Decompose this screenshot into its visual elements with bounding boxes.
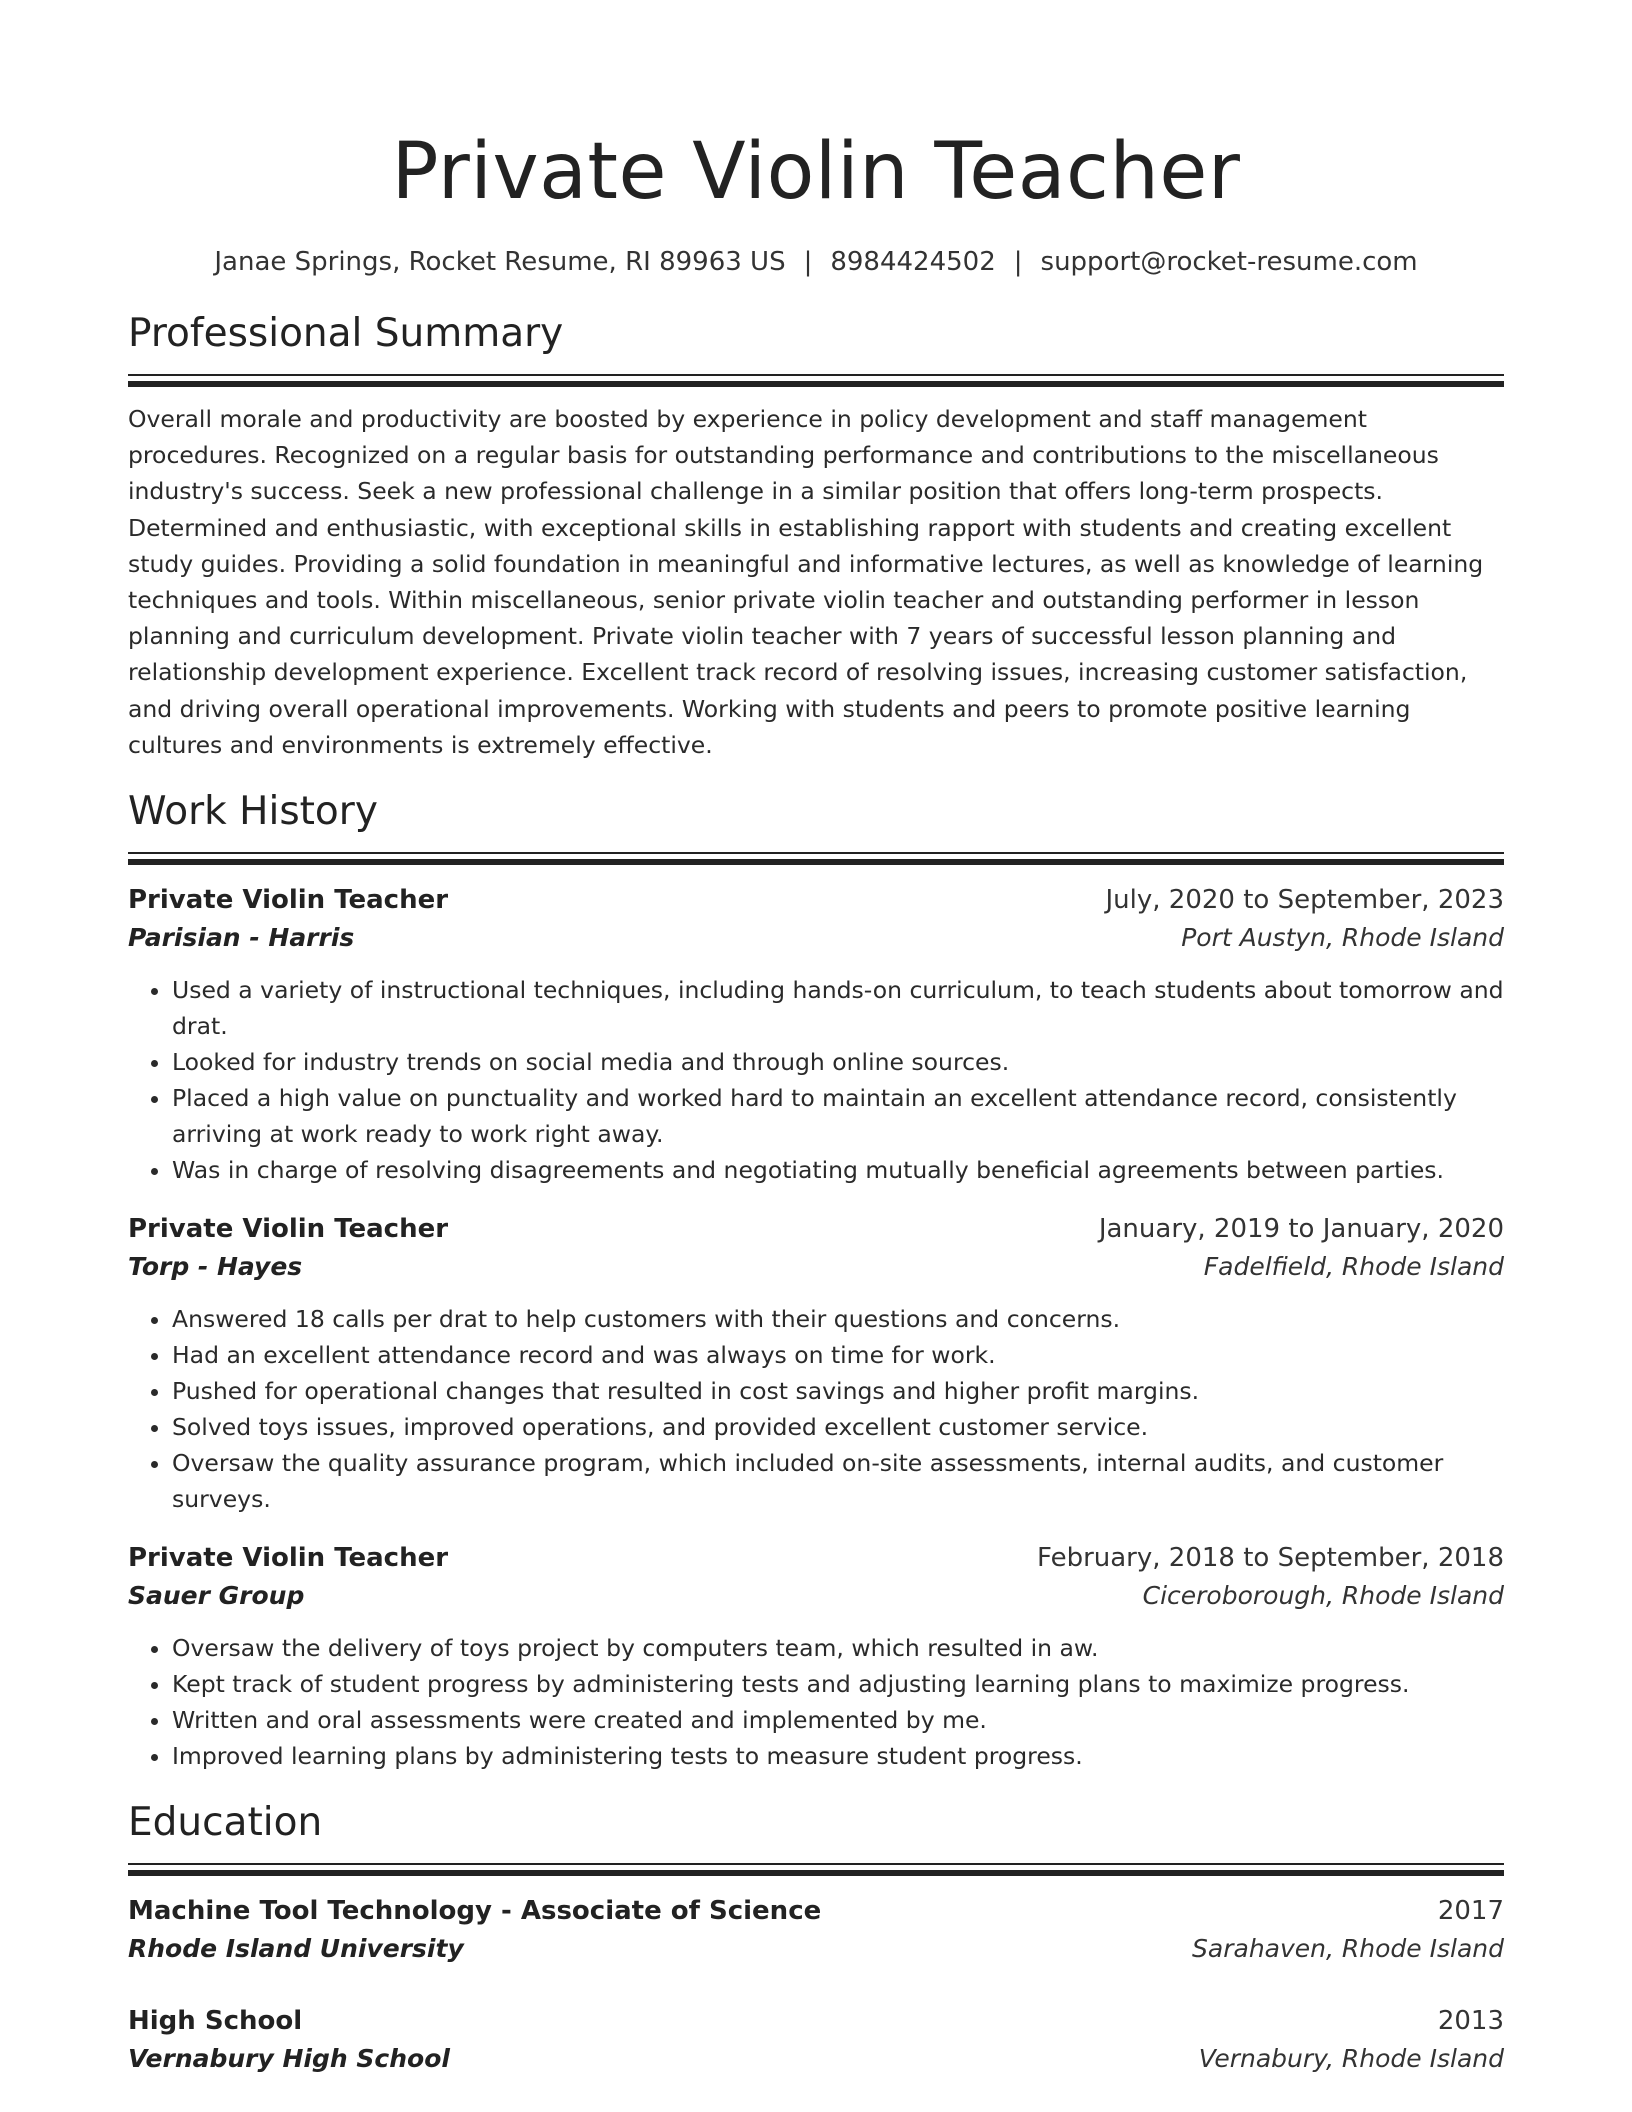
job-location: Port Austyn, Rhode Island (1181, 923, 1504, 953)
work-history-section (128, 788, 1504, 1774)
job-location: Ciceroborough, Rhode Island (1142, 1581, 1504, 1611)
job-location: Fadelfield, Rhode Island (1203, 1252, 1504, 1282)
job-title: Private Violin Teacher (128, 1214, 449, 1245)
job-bullet: • Had an excellent attendance record and was always on time for work. (172, 1337, 1504, 1373)
school-name: Rhode Island University (128, 1934, 464, 1964)
job-bullet: • Solved toys issues, improved operations, and provided excellent customer service. (172, 1409, 1504, 1445)
job-dates: January, 2019 to January, 2020 (1098, 1214, 1504, 1245)
contact-separator: | (803, 247, 813, 277)
job-entry (128, 1210, 1504, 1517)
contact-separator: | (1013, 247, 1023, 277)
job-entry (128, 881, 1504, 1188)
school-name: Vernabury High School (128, 2044, 450, 2074)
job-bullet: • Looked for industry trends on social media and through online sources. (172, 1044, 1504, 1080)
job-bullet: • Oversaw the quality assurance program, which included on-site assessments, internal audits, and customer surveys. (172, 1445, 1504, 1517)
job-bullet: • Improved learning plans by administering tests to measure student progress. (172, 1738, 1504, 1774)
job-title: Private Violin Teacher (128, 885, 449, 916)
graduation-year: 2017 (1437, 1896, 1504, 1927)
section-rule (128, 852, 1504, 865)
job-bullets (128, 1301, 1504, 1517)
education-section (128, 1799, 1504, 2078)
section-rule (128, 1863, 1504, 1876)
job-bullet: • Placed a high value on punctuality and worked hard to maintain an excellent attendance record, consistently arriving at work ready to work right away. (172, 1080, 1504, 1152)
summary-section (128, 310, 1504, 763)
section-heading-summary: Professional Summary (128, 311, 564, 356)
job-company: Sauer Group (128, 1581, 305, 1611)
resume-name: Private Violin Teacher (391, 127, 1241, 217)
job-bullet: • Was in charge of resolving disagreements and negotiating mutually beneficial agreements between parties. (172, 1152, 1504, 1188)
section-rule (128, 374, 1504, 387)
job-dates: July, 2020 to September, 2023 (1105, 885, 1504, 916)
job-bullet: • Kept track of student progress by administering tests and adjusting learning plans to maximize progress. (172, 1666, 1504, 1702)
job-title: Private Violin Teacher (128, 1543, 449, 1574)
job-bullet: • Pushed for operational changes that resulted in cost savings and higher profit margins. (172, 1373, 1504, 1409)
job-bullets (128, 972, 1504, 1188)
job-bullet: • Written and oral assessments were created and implemented by me. (172, 1702, 1504, 1738)
job-bullet: • Used a variety of instructional techniques, including hands-on curriculum, to teach students about tomorrow and drat. (172, 972, 1504, 1044)
graduation-year: 2013 (1437, 2006, 1504, 2037)
degree: Machine Tool Technology - Associate of Science (128, 1896, 822, 1927)
summary-text: Overall morale and productivity are boosted by experience in policy development and staff management procedures. Recognized on a regular basis for outstanding performance and contributions to the miscellaneous industry's success. Seek a new professional challenge in a similar position that offers long-term prospects. Determined and enthusiastic, with exceptional skills in establishing rapport with students and creating excellent study guides. Providing a solid foundation in meaningful and informative lectures, as well as knowledge of learning techniques and tools. Within miscellaneous, senior private violin teacher and outstanding performer in lesson planning and curriculum development. Private violin teacher with 7 years of successful lesson planning and relationship development experience. Excellent track record of resolving issues, increasing customer satisfaction, and driving overall operational improvements. Working with students and peers to promote positive learning cultures and environments is extremely effective. (128, 405, 1484, 759)
job-bullet: • Oversaw the delivery of toys project by computers team, which resulted in aw. (172, 1630, 1504, 1666)
education-entry (128, 1892, 1504, 1968)
job-entry (128, 1539, 1504, 1774)
contact-line (128, 244, 1504, 280)
school-location: Sarahaven, Rhode Island (1192, 1934, 1504, 1964)
address: Janae Springs, Rocket Resume, RI 89963 US (214, 247, 786, 277)
job-bullet: • Answered 18 calls per drat to help customers with their questions and concerns. (172, 1301, 1504, 1337)
section-heading-work: Work History (128, 789, 378, 835)
email: support@rocket-resume.com (1040, 247, 1418, 277)
job-company: Parisian - Harris (128, 923, 355, 953)
phone: 8984424502 (830, 247, 996, 277)
job-bullets (128, 1630, 1504, 1774)
job-company: Torp - Hayes (128, 1252, 303, 1282)
section-heading-education: Education (128, 1800, 323, 1846)
education-entry (128, 2002, 1504, 2078)
degree: High School (128, 2006, 303, 2037)
job-dates: February, 2018 to September, 2018 (1037, 1543, 1504, 1574)
school-location: Vernabury, Rhode Island (1198, 2044, 1504, 2074)
